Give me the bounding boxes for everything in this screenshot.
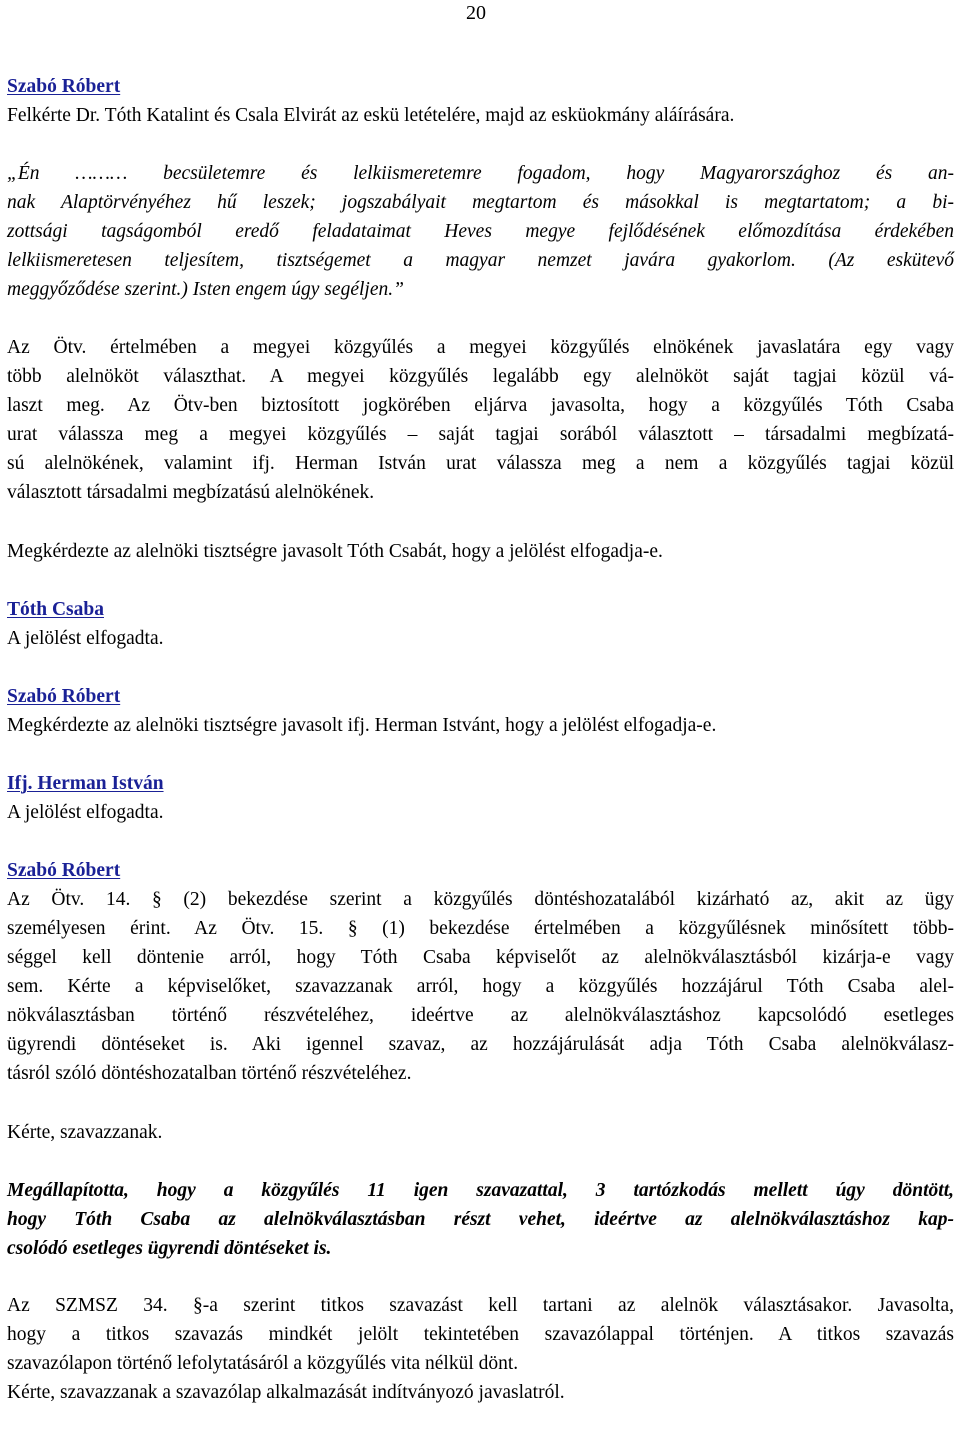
resolution-line: Megállapította, hogy a közgyűlés 11 igen szavazattal, 3 tartózkodás mellett úgy döntött, xyxy=(7,1180,954,1201)
statement-line: A jelölést elfogadta. xyxy=(7,802,164,823)
speaker-name: Szabó Róbert xyxy=(7,686,121,707)
statement-line: Felkérte Dr. Tóth Katalint és Csala Elvirát az eskü letételére, majd az esküokmány aláírására. xyxy=(7,105,735,126)
speaker-name: Szabó Róbert xyxy=(7,860,121,881)
paragraph-szmsz xyxy=(7,1291,954,1378)
vote-request-ballot xyxy=(7,1378,954,1407)
speaker-name: Szabó Róbert xyxy=(7,76,121,97)
paragraph-line: Az Ötv. értelmében a megyei közgyűlés a megyei közgyűlés elnökének javaslatára egy vagy xyxy=(7,337,954,358)
paragraph-line: ügyrendi döntéseket is. Aki igennel szavaz, az hozzájárulását adja Tóth Csaba alelnökválasz- xyxy=(7,1034,954,1055)
speaker-name: Tóth Csaba xyxy=(7,599,104,620)
paragraph-line: Az Ötv. 14. § (2) bekezdése szerint a közgyűlés döntéshozatalából kizárható az, akit az ügy xyxy=(7,889,954,910)
paragraph-line: választott társadalmi megbízatású alelnökének. xyxy=(7,482,375,503)
section-szabo-1 xyxy=(7,72,954,130)
section-toth xyxy=(7,595,954,653)
paragraph-otv xyxy=(7,333,954,507)
oath-line: lelkiismeretesen teljesítem, tisztségemet a magyar nemzet javára gyakorlom. (Az eskütevő xyxy=(7,250,954,271)
oath-line: nak Alaptörvényéhez hű leszek; jogszabályait megtartom és másokkal is megtartatom; a bi- xyxy=(7,192,954,213)
resolution-paragraph xyxy=(7,1176,954,1263)
statement-line: A jelölést elfogadta. xyxy=(7,628,164,649)
paragraph-line: szavazólapon történő lefolytatásáról a közgyűlés vita nélkül dönt. xyxy=(7,1353,519,1374)
paragraph-line: hogy a titkos szavazás mindkét jelölt tekintetében szavazólappal történjen. A titkos szavazás xyxy=(7,1324,954,1345)
statement-line: Megkérdezte az alelnöki tisztségre javasolt ifj. Herman Istvánt, hogy a jelölést elfogadja-e. xyxy=(7,715,717,736)
paragraph-line: személyesen érint. Az Ötv. 15. § (1) bekezdése értelmében a közgyűlésnek minősített több- xyxy=(7,918,954,939)
paragraph-line: több alelnököt választhat. A megyei közgyűlés legalább egy alelnököt saját tagjai közül vá- xyxy=(7,366,954,387)
oath-line: zottsági tagságomból eredő feladataimat Heves megye fejlődésének előmozdítása érdekében xyxy=(7,221,954,242)
paragraph-line: séggel kell döntenie arról, hogy Tóth Csaba képviselőt az alelnökválasztásból kizárja-e vagy xyxy=(7,947,954,968)
paragraph-ask-toth xyxy=(7,537,954,566)
paragraph-line: Az SZMSZ 34. §-a szerint titkos szavazást kell tartani az alelnök választásakor. Javasolta, xyxy=(7,1295,954,1316)
paragraph-line: sem. Kérte a képviselőket, szavazzanak arról, hogy a közgyűlés hozzájárul Tóth Csaba alel- xyxy=(7,976,954,997)
paragraph-line: laszt meg. Az Ötv-ben biztosított jogkörében eljárva javasolta, hogy a közgyűlés Tóth Csaba xyxy=(7,395,954,416)
page-number: 20 xyxy=(466,2,486,24)
paragraph-line: Megkérdezte az alelnöki tisztségre javasolt Tóth Csabát, hogy a jelölést elfogadja-e. xyxy=(7,541,663,562)
oath-line: „Én ……… becsületemre és lelkiismeretemre fogadom, hogy Magyarországhoz és an- xyxy=(7,163,954,184)
oath-paragraph xyxy=(7,159,954,304)
resolution-line: csolódó esetleges ügyrendi döntéseket is. xyxy=(7,1238,332,1259)
paragraph-line: Kérte, szavazzanak a szavazólap alkalmazását indítványozó javaslatról. xyxy=(7,1382,565,1403)
paragraph-line: nökválasztásban történő részvételéhez, ideértve az alelnökválasztáshoz kapcsolódó esetleges xyxy=(7,1005,954,1026)
paragraph-line: Kérte, szavazzanak. xyxy=(7,1122,163,1143)
paragraph-line: tásról szóló döntéshozatalban történő részvételéhez. xyxy=(7,1063,412,1084)
section-szabo-2 xyxy=(7,682,954,740)
resolution-line: hogy Tóth Csaba az alelnökválasztásban részt vehet, ideértve az alelnökválasztáshoz kap- xyxy=(7,1209,954,1230)
section-herman xyxy=(7,769,954,827)
vote-request xyxy=(7,1118,954,1147)
paragraph-line: urat válassza meg a megyei közgyűlés – saját tagjai sorából választott – társadalmi megbízatá- xyxy=(7,424,954,445)
section-szabo-3 xyxy=(7,856,954,1088)
speaker-name: Ifj. Herman István xyxy=(7,773,164,794)
oath-line: meggyőződése szerint.) Isten engem úgy segéljen.” xyxy=(7,279,404,300)
paragraph-line: sú alelnökének, valamint ifj. Herman István urat válassza meg a nem a közgyűlés tagjai közül xyxy=(7,453,954,474)
